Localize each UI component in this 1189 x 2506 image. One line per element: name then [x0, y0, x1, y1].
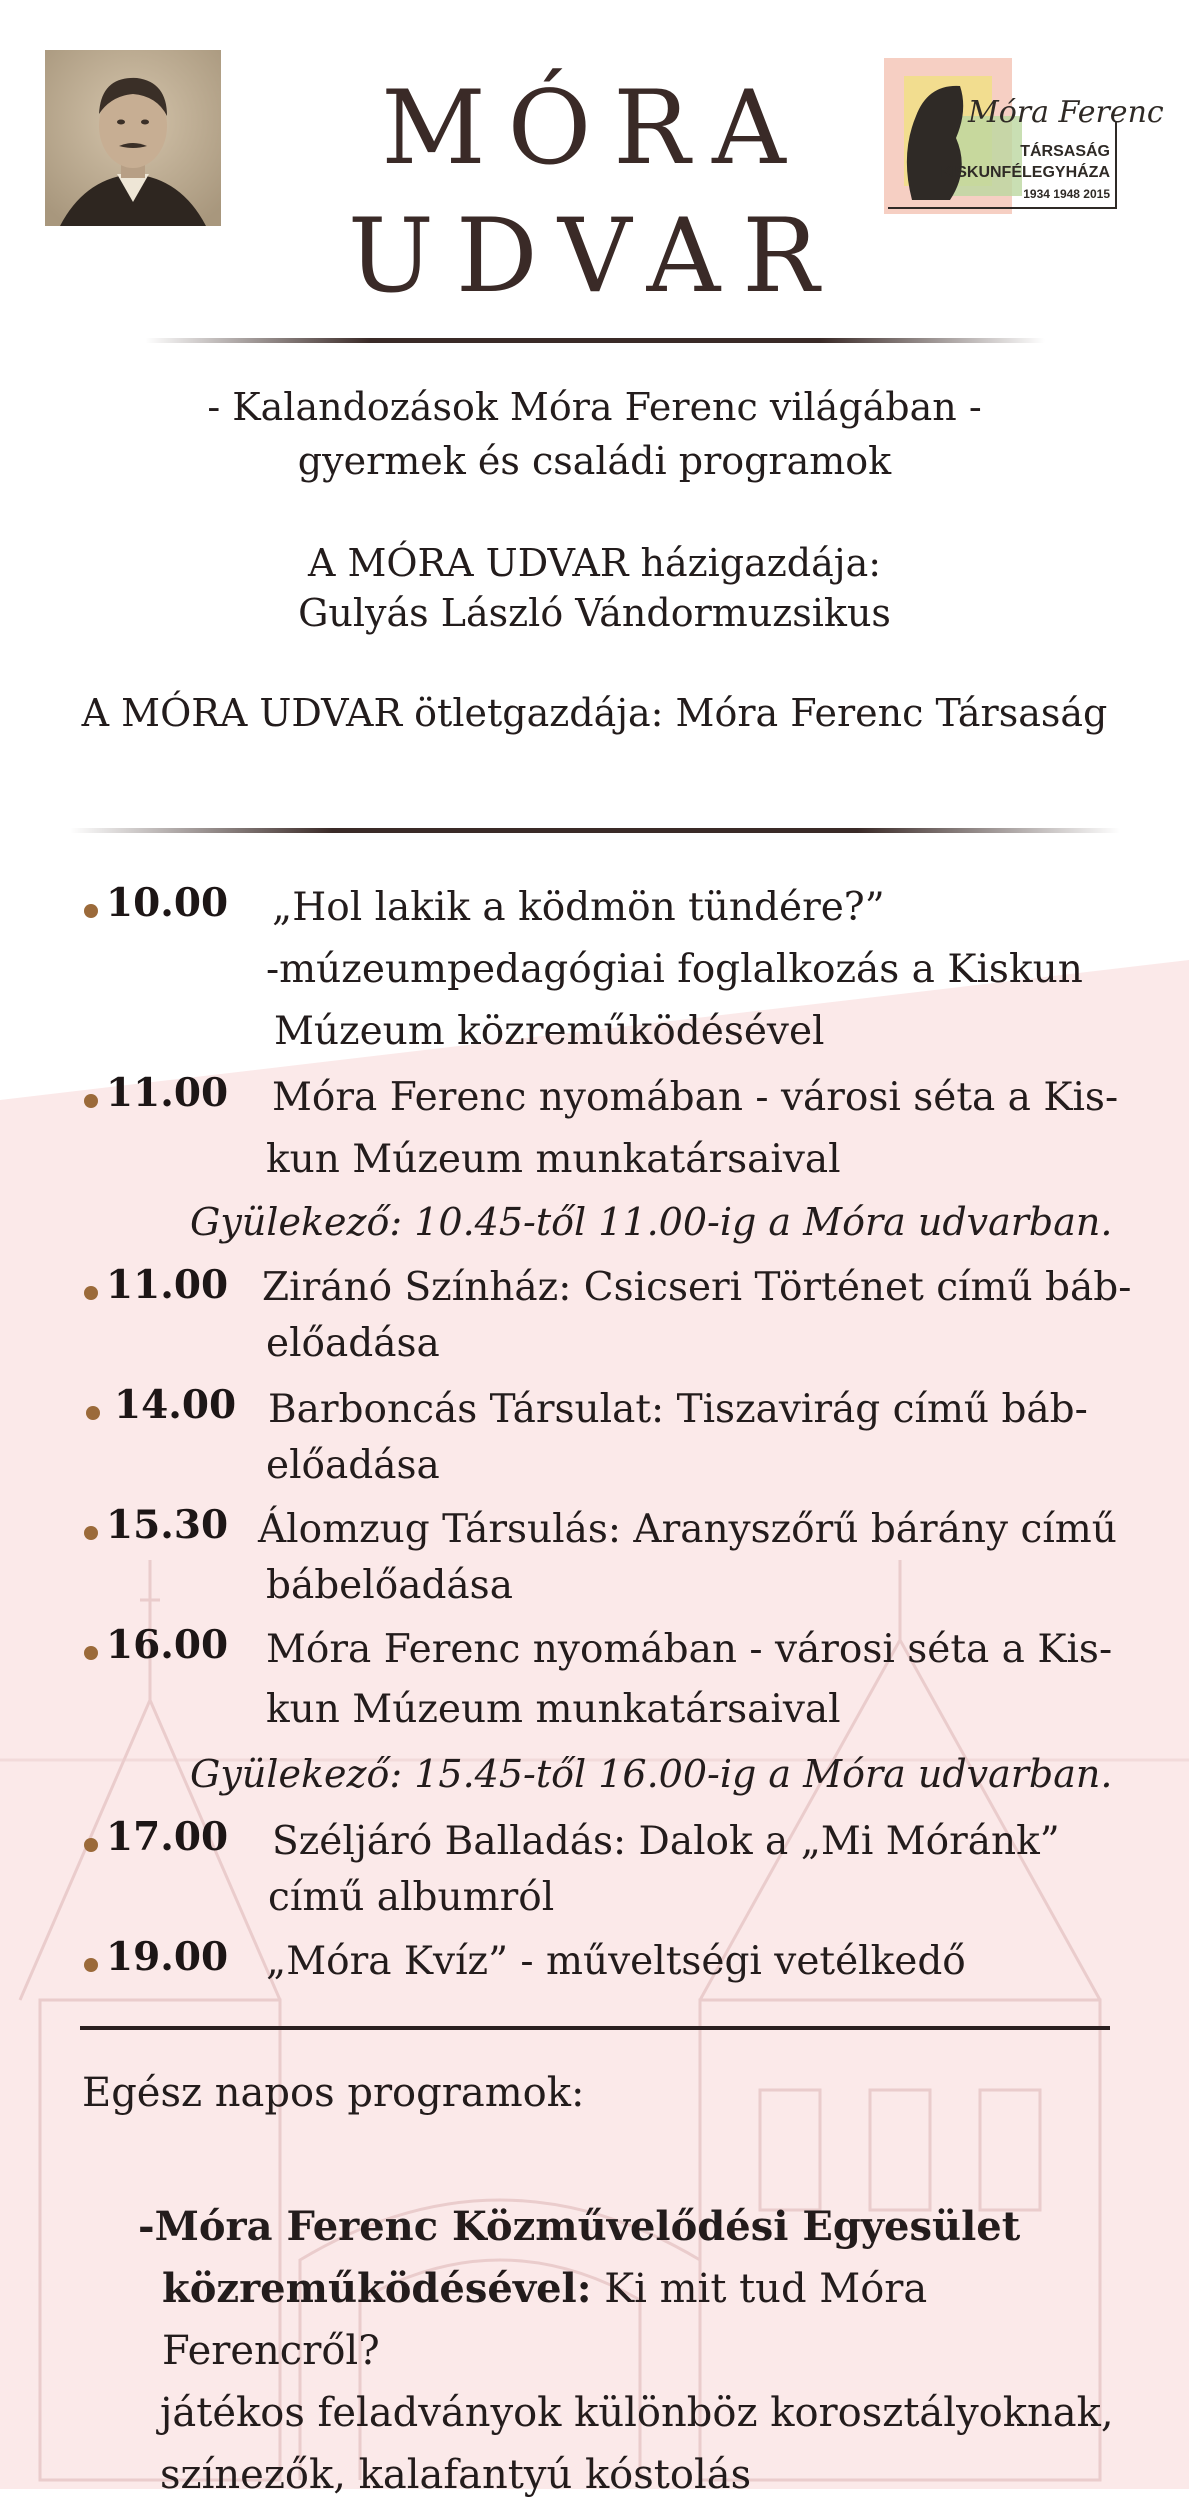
allday-bold-line1: -Móra Ferenc Közművelődési Egyesület: [138, 2203, 1021, 2250]
bullet-icon: [86, 1406, 100, 1420]
time-label: 15.30: [106, 1502, 229, 1548]
time-label: 11.00: [106, 1070, 229, 1116]
logo-line2: KISKUNFÉLEGYHÁZA: [940, 164, 1110, 181]
intro-divider: [70, 828, 1120, 833]
title-line1: MÓRA: [381, 69, 808, 188]
title-line2: UDVAR: [347, 197, 842, 316]
event-line: Barboncás Társulat: Tiszavirág című báb-: [268, 1387, 1088, 1432]
bullet-icon: [84, 904, 98, 918]
event-line: Múzeum közreműködésével: [274, 1009, 825, 1054]
allday-heading: Egész napos programok:: [82, 2070, 585, 2116]
event-line: bábelőadása: [266, 1563, 513, 1608]
bullet-icon: [84, 1958, 98, 1972]
subtitle-line2: gyermek és családi programok: [297, 439, 892, 483]
bullet-icon: [84, 1526, 98, 1540]
host-label: A MÓRA UDVAR házigazdája:: [307, 541, 882, 585]
time-label: 17.00: [106, 1814, 229, 1860]
event-line: kun Múzeum munkatársaival: [266, 1137, 841, 1182]
idea-line: A MÓRA UDVAR ötletgazdája: Móra Ferenc Társaság: [81, 691, 1108, 735]
event-line: Móra Ferenc nyomában - városi séta a Kis-: [266, 1627, 1113, 1672]
allday-description: [138, 2196, 1128, 2506]
event-line: Ziránó Színház: Csicseri Történet című báb-: [262, 1265, 1132, 1310]
event-line: előadása: [266, 1321, 440, 1366]
time-label: 11.00: [106, 1262, 229, 1308]
bullet-icon: [84, 1094, 98, 1108]
host-name: Gulyás László Vándormuzsikus: [298, 591, 891, 635]
event-line: kun Múzeum munkatársaival: [266, 1687, 841, 1732]
time-label: 10.00: [106, 880, 229, 926]
allday-line3: játékos feladványok különböz korosztályoknak,: [160, 2390, 1114, 2436]
event-line: Széljáró Balladás: Dalok a „Mi Móránk”: [272, 1819, 1060, 1864]
event-line: előadása: [266, 1443, 440, 1488]
time-label: 16.00: [106, 1622, 229, 1668]
event-line: című albumról: [268, 1875, 555, 1920]
logo-years: 1934 1948 2015: [1023, 187, 1110, 201]
logo-signature: Móra Ferenc: [968, 95, 1164, 130]
event-line: -múzeumpedagógiai foglalkozás a Kiskun: [266, 947, 1083, 992]
time-label: 19.00: [106, 1934, 229, 1980]
time-label: 14.00: [114, 1382, 237, 1428]
title-divider: [145, 338, 1045, 343]
bullet-icon: [84, 1646, 98, 1660]
bullet-icon: [84, 1286, 98, 1300]
allday-line4: színezők, kalafantyú kóstolás: [160, 2452, 752, 2498]
meeting-note: Gyülekező: 15.45-től 16.00-ig a Móra udvarban.: [190, 1752, 1113, 1796]
event-line: Álomzug Társulás: Aranyszőrű bárány című: [258, 1507, 1117, 1552]
logo-line1: TÁRSASÁG: [1020, 143, 1110, 160]
event-line: Móra Ferenc nyomában - városi séta a Kis-: [272, 1075, 1119, 1120]
subtitle-line1: - Kalandozások Móra Ferenc világában -: [207, 385, 982, 429]
event-line: „Móra Kvíz” - műveltségi vetélkedő: [266, 1939, 966, 1984]
event-line: „Hol lakik a ködmön tündére?”: [272, 885, 885, 930]
meeting-note: Gyülekező: 10.45-től 11.00-ig a Móra udvarban.: [190, 1200, 1113, 1244]
allday-rest-line2: Ki mit tud Móra Ferencről?: [162, 2266, 928, 2374]
schedule-divider: [80, 2026, 1110, 2030]
allday-bold-line2: közreműködésével:: [162, 2265, 592, 2312]
bullet-icon: [84, 1838, 98, 1852]
